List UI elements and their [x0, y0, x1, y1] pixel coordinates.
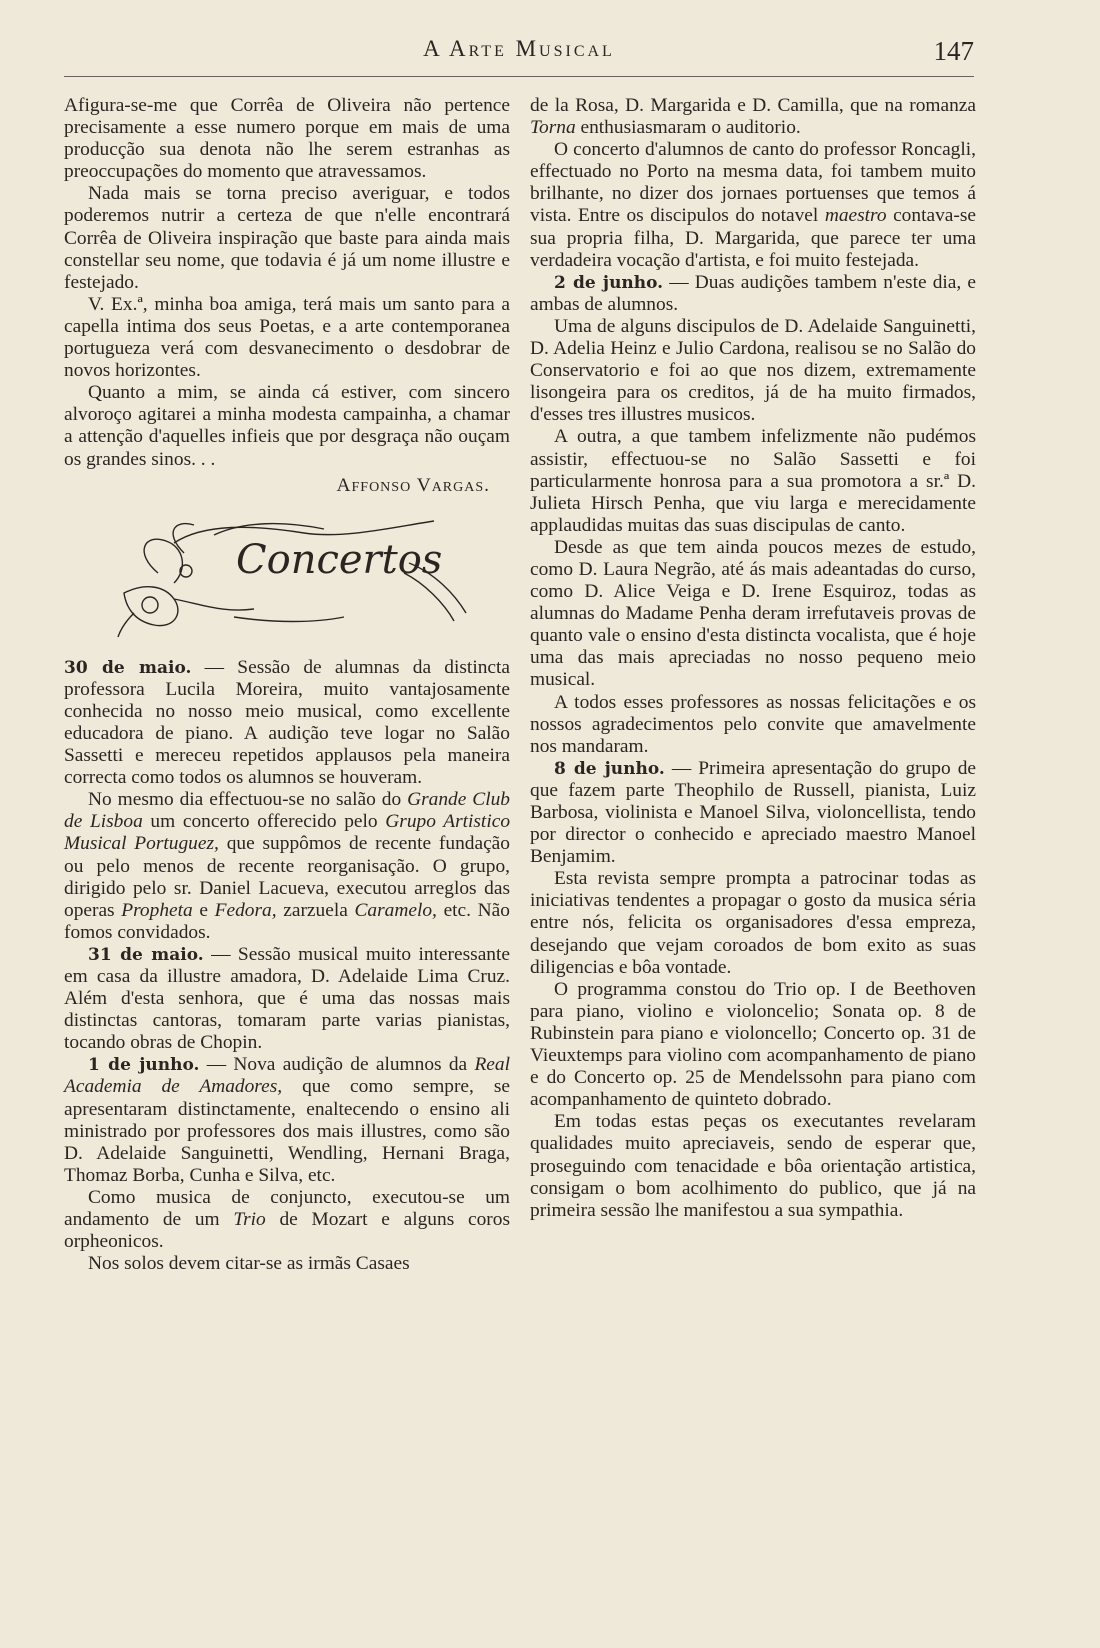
text: e	[192, 899, 215, 921]
text: O concerto d'alumnos de canto do professor Roncagli, effectuado no Porto na mesma data, foi tambem muito brilhante, no dizer dos jornaes portuenses que temos á vista. Entre os discipulos do notavel	[530, 139, 976, 227]
concertos-ornament	[64, 513, 510, 641]
paragraph	[530, 139, 976, 272]
italic-text: Grande Club de Lisboa	[64, 789, 510, 833]
author-signature: Affonso Vargas.	[336, 474, 490, 496]
text: um concerto offerecido pelo	[142, 811, 386, 833]
right-column	[530, 95, 976, 1222]
text: Como musica de conjuncto, executou-se um andamento de um	[64, 1186, 510, 1231]
text: que como sempre, se apresentaram distinctamente, enaltecendo o ensino ali ministrado por professores dos mais illustres, como são D. Adelaide Sanguinetti, Wendling, Hernani Braga, Thomaz Borba, Cunha e Silva, etc.	[64, 1076, 510, 1186]
header-rule	[64, 76, 974, 77]
text: contava-se sua propria filha, D. Margarida, que parece ter uma verdadeira vocação d'artista, e foi muito festejada.	[530, 205, 976, 271]
text: etc. Não fomos convidados.	[64, 899, 510, 943]
italic-text: Torna	[530, 117, 576, 139]
text: de Mozart e alguns coros orpheonicos.	[64, 1209, 510, 1253]
paragraph: Uma de alguns discipulos de D. Adelaide Sanguinetti, D. Adelia Heinz e Julio Cardona, realisou se no Salão do Conservatorio e foi ao que nos dizem, extremamente lisongeira para os creditos, já de ha muito firmados, d'esses tres illustres musicos.	[530, 315, 976, 426]
running-title: A Arte Musical	[423, 36, 615, 61]
concert-entry	[530, 272, 976, 316]
italic-text: Propheta	[121, 899, 193, 921]
entry-date: 8 de junho.	[554, 758, 665, 779]
text: No mesmo dia effectuou-se no salão do	[88, 789, 408, 811]
paragraph: Em todas estas peças os executantes revelaram qualidades muito apreciaveis, sendo de esperar que, proseguindo com tenacidade e bôa orientação artistica, consigam o bom acolhimento do publico, que já na primeira sessão lhe manifestou a sua sympathia.	[530, 1111, 976, 1221]
entry-date: 1 de junho.	[88, 1055, 200, 1076]
concert-entry	[64, 944, 510, 1054]
page-number: 147	[933, 36, 974, 66]
paragraph: Quanto a mim, se ainda cá estiver, com sincero alvoroço agitarei a minha modesta campainha, a chamar a attenção d'aquelles infieis que por desgraça não ouçam os grandes sinos. . .	[64, 382, 510, 470]
entry-text: — Duas audições tambem n'este dia, e ambas de alumnos.	[530, 271, 976, 315]
italic-text: Trio	[233, 1209, 266, 1231]
paragraph: Desde as que tem ainda poucos mezes de estudo, como D. Laura Negrão, até ás mais adeantadas do curso, como D. Alice Veiga e D. Irene Esquiroz, todas as alumnas do Madame Penha deram irrefutaveis provas de quanto vale o ensino d'esta distincta vocalista, que é hoje uma das mais apreciadas no nosso pequeno meio musical.	[530, 536, 976, 691]
text: enthusiasmaram o auditorio.	[575, 117, 801, 139]
concert-entry	[64, 1054, 510, 1187]
entry-text: — Nova audição de alumnos da	[199, 1054, 475, 1076]
paragraph: V. Ex.ª, minha boa amiga, terá mais um santo para a capella intima dos seus Poetas, e a arte contemporanea portugueza verá com desvanecimento o desdobrar de novos horizontes.	[64, 293, 510, 382]
entry-text: — Primeira apresentação do grupo de que fazem parte Theophilo de Russell, pianista, Luiz Barbosa, violinista e Manoel Silva, violoncellista, tendo por director o conhecido e apreciado maestro Manoel Benjamim.	[530, 757, 976, 868]
entry-date: 2 de junho.	[554, 272, 664, 293]
paragraph: A todos esses professores as nossas felicitações e os nossos agradecimentos pelo convite que amavelmente nos mandaram.	[530, 691, 976, 757]
paragraph: O programma constou do Trio op. I de Beethoven para piano, violino e violoncelio; Sonata op. 8 de Rubinstein para piano e violoncello; Concerto op. 31 de Vieuxtemps para violino com acompanhamento de piano e do Concerto op. 25 de Mendelssohn para piano com acompanhamento de quinteto dobrado.	[530, 978, 976, 1111]
paragraph: Nos solos devem citar-se as irmãs Casaes	[88, 1253, 410, 1275]
left-column	[64, 95, 510, 1275]
entry-date: 31 de maio.	[88, 944, 204, 965]
concert-entry	[64, 657, 510, 790]
page-header	[64, 30, 974, 80]
italic-text: Caramelo,	[354, 899, 437, 921]
text: de la Rosa, D. Margarida e D. Camilla, que na romanza	[530, 95, 976, 116]
paragraph: Nada mais se torna preciso averiguar, e todos poderemos nutrir a certeza de que n'elle encontrará Corrêa de Oliveira inspiração que baste para ainda mais constellar seu nome, que todavia é já um nome illustre e festejado.	[64, 183, 510, 293]
entry-text: — Sessão de alumnas da distincta professora Lucila Moreira, muito vantajosamente conhecida no nosso meio musical, como excellente educadora de piano. A audição teve logar no Salão Sassetti e mereceu repetidos applausos pela maneira correcta como todos os alumnos se houveram.	[64, 656, 510, 789]
entry-date: 30 de maio.	[64, 657, 192, 678]
text: que suppômos de recente fundação ou pelo menos de recente reorganisação. O grupo, dirigido pelo sr. Daniel Lacueva, executou arreglos das operas	[64, 833, 510, 921]
italic-text: Grupo Artistico Musical Portuguez,	[64, 811, 511, 855]
paragraph: Afigura-se-me que Corrêa de Oliveira não pertence precisamente a esse numero porque em mais de uma producção sua denota não lhe serem estranhas as preoccupações do momento que atravessamos.	[64, 95, 510, 183]
paragraph: A outra, a que tambem infelizmente não pudémos assistir, effectuou-se no Salão Sassetti e foi particularmente honrosa para a sua promotora a sr.ª D. Julieta Hirsch Penha, que viu larga e merecidamente applaudidas muitas das suas discipulas de canto.	[530, 426, 976, 536]
concertos-heading: Concertos	[236, 536, 443, 583]
paragraph: Esta revista sempre prompta a patrocinar todas as iniciativas tendentes a propagar o gosto da musica séria entre nós, felicita os organisadores d'essa empreza, desejando que vejam coroados de bom exito as suas diligencias e bôa vontade.	[530, 868, 976, 978]
paragraph	[64, 1187, 510, 1253]
entry-text: — Sessão musical muito interessante em casa da illustre amadora, D. Adelaide Lima Cruz. Além d'esta senhora, que é uma das nossas mais distinctas cantoras, tomaram parte varias pianistas, tocando obras de Chopin.	[64, 943, 510, 1054]
concert-entry	[530, 758, 976, 868]
italic-text: maestro	[824, 205, 887, 227]
text: zarzuela	[276, 899, 355, 921]
italic-text: Real Academia de Amadores,	[64, 1054, 510, 1098]
paragraph	[530, 95, 976, 139]
paragraph	[64, 789, 510, 944]
italic-text: Fedora,	[214, 899, 277, 921]
